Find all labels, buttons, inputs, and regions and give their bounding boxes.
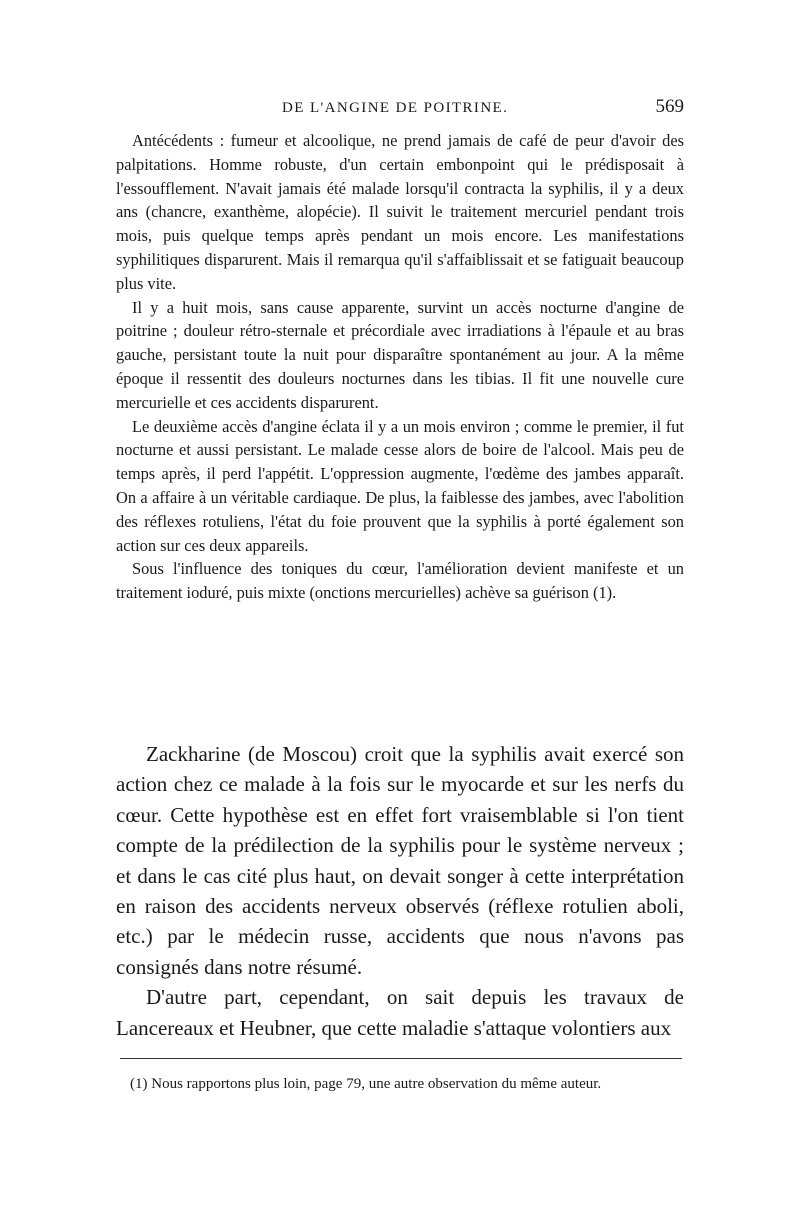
observation-paragraph: Il y a huit mois, sans cause apparente, survint un accès nocturne d'angine de poitrine ; douleur rétro-sternale et précordiale avec irradiations à l'épaule et au bras gauche, persistant toute la nuit pour disparaître spontanément au jour. A la même époque il ressentit des douleurs nocturnes dans les tibias. Il fit une nouvelle cure mercurielle et ces accidents disparurent.: [116, 297, 684, 412]
observation-paragraph: Le deuxième accès d'angine éclata il y a un mois environ ; comme le premier, il fut nocturne et aussi persistant. Le malade cesse alors de boire de l'alcool. Mais peu de temps après, il perd l'appétit. L'oppression augmente, l'œdème des jambes apparaît. On a affaire à un véritable cardiaque. De plus, la faiblesse des jambes, avec l'abolition des réflexes rotuliens, l'état du foie prouvent que la syphilis à porté également son action sur ces deux appareils.: [116, 416, 684, 555]
footnote: [116, 1074, 684, 1095]
commentary-paragraph: D'autre part, cependant, on sait depuis les travaux de Lancereaux et Heubner, que cette maladie s'attaque volontiers aux: [116, 985, 684, 1040]
running-title: DE L'ANGINE DE POITRINE.: [282, 100, 509, 116]
footnote-divider: [120, 1058, 682, 1059]
footnote-text: (1) Nous rapportons plus loin, page 79, une autre observation du même auteur.: [130, 1076, 602, 1092]
observation-text: [116, 129, 684, 605]
observation-paragraph: Sous l'influence des toniques du cœur, l'amélioration devient manifeste et un traitement ioduré, puis mixte (onctions mercurielles) achève sa guérison (1).: [116, 559, 684, 603]
observation-paragraph: Antécédents : fumeur et alcoolique, ne prend jamais de café de peur d'avoir des palpitations. Homme robuste, d'un certain embonpoint qui le prédisposait à l'essoufflement. N'avait jamais été malade lorsqu'il contracta la syphilis, il y a deux ans (chancre, exanthème, alopécie). Il suivit le traitement mercuriel pendant trois mois, puis quelque temps après pendant un mois encore. Les manifestations syphilitiques disparurent. Mais il remarqua qu'il s'affaiblissait et se fatiguait beaucoup plus vite.: [116, 131, 684, 293]
commentary-paragraph: Zackharine (de Moscou) croit que la syphilis avait exercé son action chez ce malade à la fois sur le myocarde et sur les nerfs du cœur. Cette hypothèse est en effet fort vraisemblable si l'on tient compte de la prédilection de la syphilis pour le système nerveux ; et dans le cas cité plus haut, on devait songer à cette interprétation en raison des accidents nerveux observés (réflexe rotulien aboli, etc.) par le médecin russe, accidents que nous n'avons pas consignés dans notre résumé.: [116, 742, 684, 979]
commentary-text: [116, 739, 684, 1043]
page-number: 569: [655, 96, 684, 117]
page-header: [116, 96, 684, 124]
